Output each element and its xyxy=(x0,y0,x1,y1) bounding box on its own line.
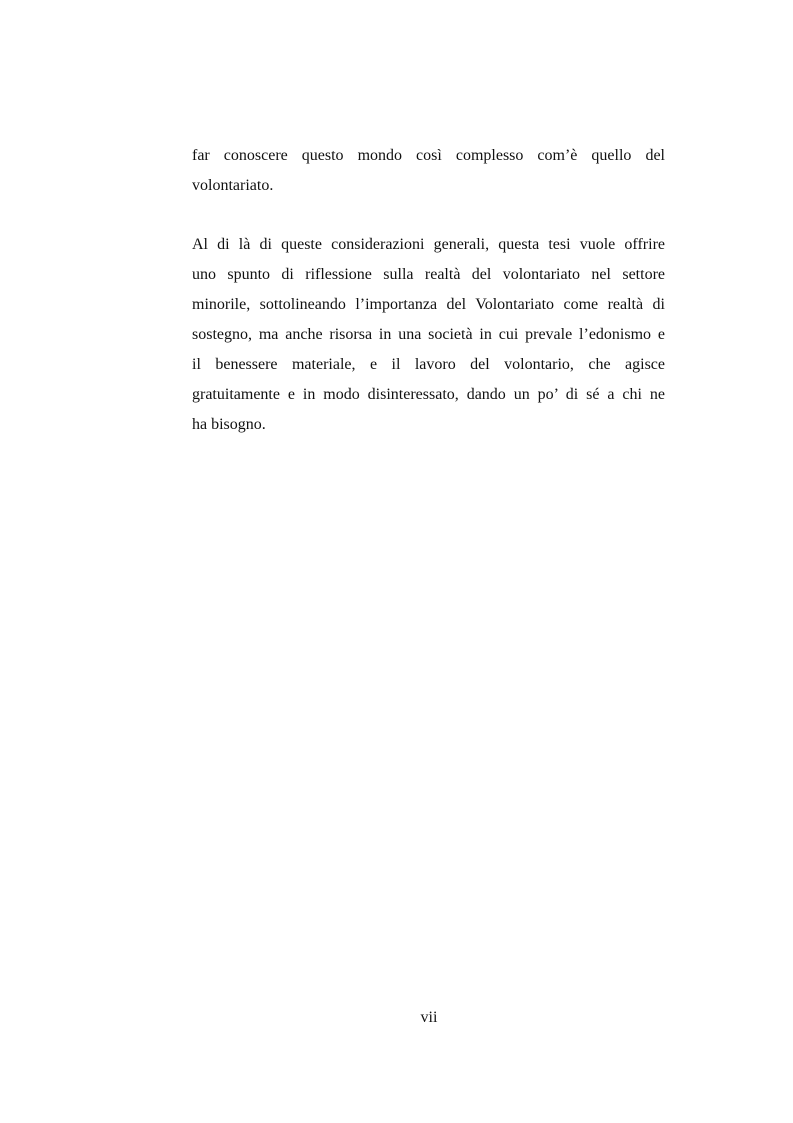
text-line: far conoscere questo mondo così complesso com’è quello del xyxy=(192,147,665,164)
text-line: Al di là di queste considerazioni generali, questa tesi vuole offrire xyxy=(192,236,665,253)
text-line: uno spunto di riflessione sulla realtà del volontariato nel settore xyxy=(192,266,665,283)
text-line: gratuitamente e in modo disinteressato, dando un po’ di sé a chi ne xyxy=(192,386,665,403)
page-number: vii xyxy=(420,1009,438,1026)
text-line: ha bisogno. xyxy=(192,416,266,433)
paragraph xyxy=(192,141,665,201)
text-line: minorile, sottolineando l’importanza del Volontariato come realtà di xyxy=(192,296,665,313)
text-line: volontariato. xyxy=(192,177,274,194)
text-line: il benessere materiale, e il lavoro del volontario, che agisce xyxy=(192,356,665,373)
paragraph xyxy=(192,230,665,440)
text-line: sostegno, ma anche risorsa in una società in cui prevale l’edonismo e xyxy=(192,326,665,343)
